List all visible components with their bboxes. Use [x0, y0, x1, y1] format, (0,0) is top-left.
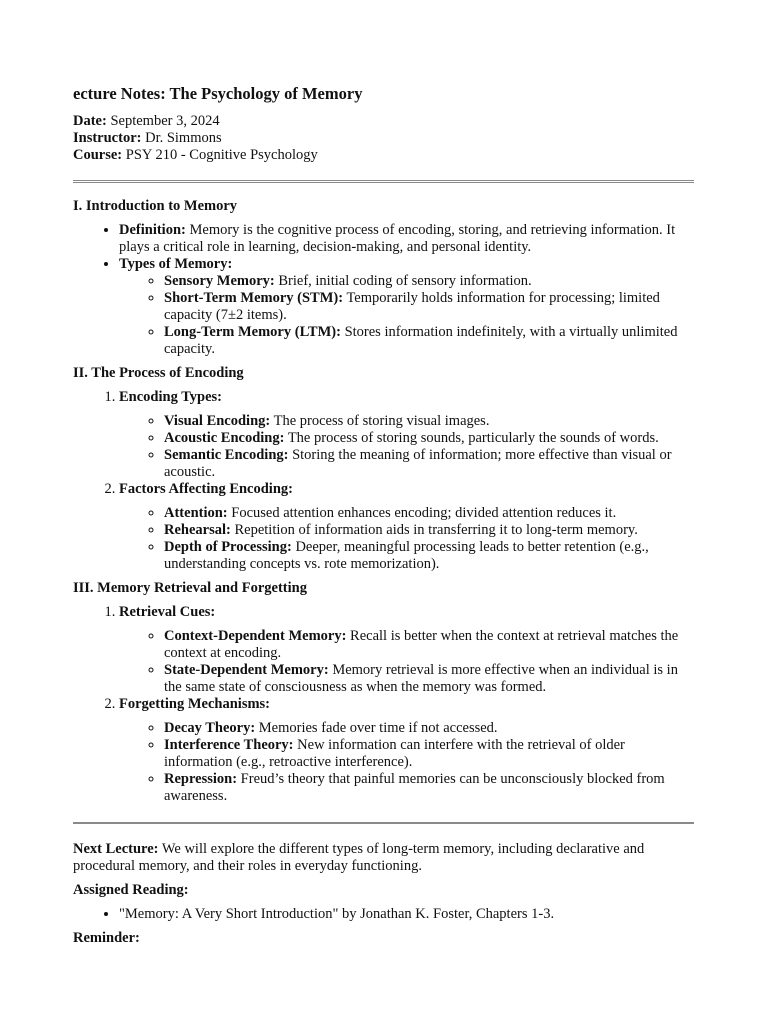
item-label: Definition:	[119, 222, 186, 238]
item-text: Storing the meaning of information; more effective than visual or acoustic.	[164, 447, 672, 480]
item-label: Rehearsal:	[164, 522, 231, 538]
next-lecture	[73, 841, 694, 875]
date-value: September 3, 2024	[110, 113, 220, 129]
list-item	[164, 413, 694, 430]
list-item	[119, 696, 694, 805]
section-heading: I. Introduction to Memory	[73, 198, 238, 214]
sub-list	[119, 413, 694, 481]
list-item	[119, 604, 694, 696]
section-1-list	[73, 222, 694, 358]
item-text: Stores information indefinitely, with a virtually unlimited capacity.	[164, 324, 678, 357]
list-item	[164, 662, 694, 696]
item-text: New information can interfere with the retrieval of older information (e.g., retroactive interference).	[164, 737, 625, 770]
item-text: Temporarily holds information for processing; limited capacity (7±2 items).	[164, 290, 660, 323]
list-item	[164, 290, 694, 324]
list-item	[164, 505, 694, 522]
item-text: Memories fade over time if not accessed.	[258, 720, 498, 736]
next-lecture-label: Next Lecture:	[73, 841, 159, 857]
reading-list	[73, 906, 694, 923]
item-text: Freud’s theory that painful memories can be unconsciously blocked from awareness.	[164, 771, 665, 804]
next-lecture-text: We will explore the different types of long-term memory, including declarative and procedural memory, and their roles in everyday functioning.	[73, 841, 645, 874]
header-divider	[73, 180, 694, 183]
item-text: Memory retrieval is more effective when an individual is in the same state of consciousness as when the memory was formed.	[164, 662, 678, 695]
course-label: Course:	[73, 147, 123, 163]
reminder-heading: Reminder:	[73, 930, 140, 946]
section-3-list	[73, 604, 694, 805]
section-heading: II. The Process of Encoding	[73, 365, 244, 381]
list-item	[119, 481, 694, 573]
item-text: Recall is better when the context at retrieval matches the context at encoding.	[164, 628, 679, 661]
item-label: Decay Theory:	[164, 720, 256, 736]
item-label: Semantic Encoding:	[164, 447, 289, 463]
date-label: Date:	[73, 113, 107, 129]
list-item	[164, 628, 694, 662]
reminder-label	[73, 930, 694, 947]
page-title: ecture Notes: The Psychology of Memory	[73, 84, 363, 103]
item-text: Deeper, meaningful processing leads to better retention (e.g., understanding concepts vs. rote memorization).	[164, 539, 649, 572]
item-label: Visual Encoding:	[164, 413, 271, 429]
assigned-reading-heading: Assigned Reading:	[73, 882, 189, 898]
list-item	[164, 737, 694, 771]
item-text: The process of storing sounds, particularly the sounds of words.	[287, 430, 659, 446]
item-label: Depth of Processing:	[164, 539, 292, 555]
footer-divider	[73, 822, 694, 824]
item-text: Memory is the cognitive process of encoding, storing, and retrieving information. It plays a critical role in learning, decision-making, and personal identity.	[119, 222, 676, 255]
list-item	[164, 447, 694, 481]
list-item	[164, 273, 694, 290]
item-label: Context-Dependent Memory:	[164, 628, 347, 644]
list-item	[119, 389, 694, 481]
list-item	[164, 539, 694, 573]
list-item	[164, 771, 694, 805]
item-label: Types of Memory:	[119, 256, 233, 272]
item-label: Interference Theory:	[164, 737, 294, 753]
list-item	[164, 522, 694, 539]
list-item	[119, 256, 694, 358]
item-label: Repression:	[164, 771, 238, 787]
item-text: The process of storing visual images.	[273, 413, 490, 429]
document-meta	[73, 113, 694, 164]
instructor-line	[73, 130, 694, 147]
item-label: Long-Term Memory (LTM):	[164, 324, 341, 340]
course-value: PSY 210 - Cognitive Psychology	[125, 147, 318, 163]
date-line	[73, 113, 694, 130]
item-label: Acoustic Encoding:	[164, 430, 285, 446]
list-item	[119, 222, 694, 256]
list-item	[164, 430, 694, 447]
section-heading: III. Memory Retrieval and Forgetting	[73, 580, 307, 596]
item-text: Brief, initial coding of sensory information.	[278, 273, 532, 289]
sub-list	[119, 720, 694, 805]
item-label: 1. Retrieval Cues:	[119, 604, 216, 620]
sub-list	[119, 273, 694, 358]
item-label: 2. Factors Affecting Encoding:	[119, 481, 293, 497]
item-text: Repetition of information aids in transferring it to long-term memory.	[234, 522, 638, 538]
section-2-list	[73, 389, 694, 573]
instructor-label: Instructor:	[73, 130, 142, 146]
sub-list	[119, 628, 694, 696]
assigned-reading-label	[73, 882, 694, 899]
instructor-value: Dr. Simmons	[145, 130, 222, 146]
item-label: 2. Forgetting Mechanisms:	[119, 696, 271, 712]
item-label: State-Dependent Memory:	[164, 662, 329, 678]
course-line	[73, 147, 694, 164]
item-label: 1. Encoding Types:	[119, 389, 223, 405]
item-label: Attention:	[164, 505, 228, 521]
list-item	[164, 324, 694, 358]
item-label: Short-Term Memory (STM):	[164, 290, 344, 306]
item-text: Focused attention enhances encoding; divided attention reduces it.	[231, 505, 617, 521]
sub-list	[119, 505, 694, 573]
list-item	[164, 720, 694, 737]
item-label: Sensory Memory:	[164, 273, 275, 289]
list-item: • "Memory: A Very Short Introduction" by Jonathan K. Foster, Chapters 1-3.	[119, 906, 694, 923]
